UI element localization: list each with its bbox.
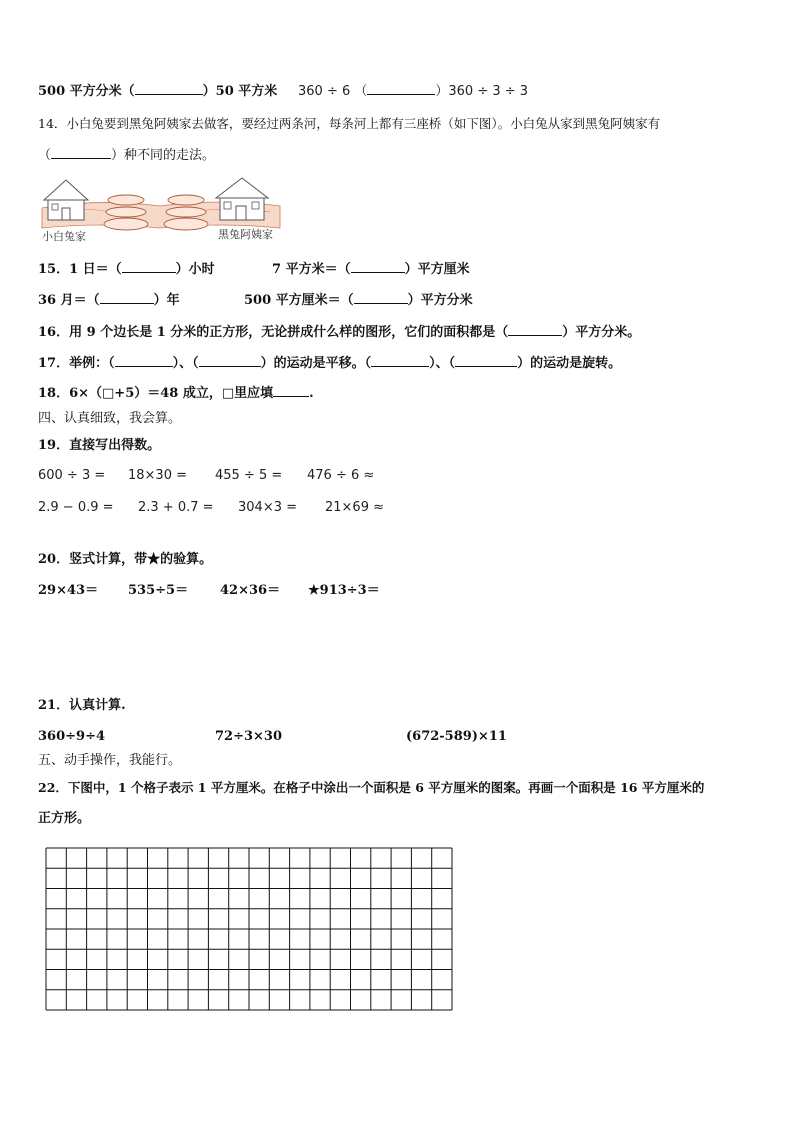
q16-text: 16．用 9 个边长是 1 分米的正方形，无论拼成什么样的图形，它们的面积都是（ <box>38 325 509 340</box>
q19-item: 21×69 ≈ <box>325 500 385 515</box>
section-5-heading: 五、动手操作，我能行。 <box>38 753 182 768</box>
q20-item: ★913÷3＝ <box>308 583 380 598</box>
q19-title: 19．直接写出得数。 <box>38 438 161 453</box>
q14-line2-right: ）种不同的走法。 <box>111 148 216 163</box>
q19-item: 2.9 − 0.9 = <box>38 500 114 515</box>
q17-p4: ）、（ <box>429 356 456 371</box>
q15-a2-unit: ）平方厘米 <box>404 262 470 277</box>
q13-line <box>38 82 277 101</box>
q17-p1: 17．举例：（ <box>38 356 115 371</box>
q22-line2: 正方形。 <box>38 811 91 826</box>
q19-item: 455 ÷ 5 = <box>215 468 283 483</box>
q21-item: 360÷9÷4 <box>38 729 106 744</box>
q15-b1-blank[interactable] <box>100 291 154 304</box>
q13-a-blank[interactable] <box>135 82 203 95</box>
q22-line1: 22．下图中，1 个格子表示 1 平方厘米。在格子中涂出一个面积是 6 平方厘米的图案。再画一个面积是 16 平方厘米的 <box>38 780 705 795</box>
q18-blank[interactable] <box>273 384 309 397</box>
q20-item: 42×36＝ <box>220 583 281 598</box>
q15-b1-text: 36 月＝（ <box>38 293 100 308</box>
q15-a1 <box>38 260 215 279</box>
q17-blank-3[interactable] <box>371 354 429 367</box>
q20-item: 29×43＝ <box>38 583 99 598</box>
q19-item: 2.3 + 0.7 = <box>138 500 214 515</box>
q17-p5: ）的运动是旋转。 <box>517 356 622 371</box>
aunt-house-icon <box>216 178 268 220</box>
label-rabbit-home: 小白兔家 <box>42 230 86 243</box>
q21-item: (672-589)×11 <box>406 729 507 744</box>
q18-line <box>38 384 314 403</box>
q17-line <box>38 354 621 373</box>
label-aunt-home: 黑兔阿姨家 <box>218 228 273 241</box>
q15-b2-blank[interactable] <box>354 291 408 304</box>
q14-line2 <box>38 146 215 165</box>
q21-title: 21．认真计算. <box>38 698 126 713</box>
q16-unit: ）平方分米。 <box>562 325 641 340</box>
q13-b-blank[interactable] <box>367 82 435 95</box>
q17-blank-2[interactable] <box>199 354 261 367</box>
q20-item: 535÷5＝ <box>128 583 189 598</box>
bridge-group-1-icon <box>104 195 148 230</box>
q15-a2-blank[interactable] <box>351 260 405 273</box>
q18-text: 18．6×（□+5）＝48 成立，□里应填 <box>38 386 274 401</box>
q16-line <box>38 323 640 342</box>
q16-blank[interactable] <box>508 323 562 336</box>
q14-blank[interactable] <box>51 146 111 159</box>
q15-a1-unit: ）小时 <box>175 262 215 277</box>
q18-end: . <box>309 386 314 401</box>
q15-a2-text: 7 平方米＝（ <box>272 262 351 277</box>
q15-b1 <box>38 291 180 310</box>
q15-b2 <box>244 291 473 310</box>
q13-b-right: ）360 ÷ 3 ÷ 3 <box>435 84 529 99</box>
q15-a1-blank[interactable] <box>122 260 176 273</box>
section-4-heading: 四、认真细致，我会算。 <box>38 411 182 426</box>
q19-item: 18×30 = <box>128 468 188 483</box>
q20-title: 20．竖式计算，带★的验算。 <box>38 552 213 567</box>
q13-b-line <box>298 82 528 101</box>
q13-b-left: 360 ÷ 6 （ <box>298 84 368 99</box>
q17-p3: ）的运动是平移。（ <box>260 356 372 371</box>
q15-b2-unit: ）平方分米 <box>407 293 473 308</box>
rabbit-house-icon <box>44 180 88 220</box>
q14-line1: 14．小白兔要到黑兔阿姨家去做客，要经过两条河，每条河上都有三座桥（如下图）。小白兔从家到黑兔阿姨家有 <box>38 116 661 131</box>
q19-item: 304×3 = <box>238 500 298 515</box>
q21-item: 72÷3×30 <box>215 729 283 744</box>
q15-a1-text: 15．1 日＝（ <box>38 262 122 277</box>
q17-blank-4[interactable] <box>455 354 517 367</box>
q15-b1-unit: ）年 <box>153 293 180 308</box>
q17-blank-1[interactable] <box>115 354 173 367</box>
q13-a-right: ）50 平方米 <box>202 84 278 99</box>
q19-item: 600 ÷ 3 = <box>38 468 106 483</box>
q17-p2: ）、（ <box>172 356 199 371</box>
q14-line2-left: （ <box>38 148 52 163</box>
q15-b2-text: 500 平方厘米＝（ <box>244 293 354 308</box>
q15-a2 <box>272 260 470 279</box>
bridge-group-2-icon <box>164 195 208 230</box>
q13-a-left: 500 平方分米（ <box>38 84 135 99</box>
q19-item: 476 ÷ 6 ≈ <box>307 468 375 483</box>
drawing-grid[interactable] <box>45 847 453 1011</box>
